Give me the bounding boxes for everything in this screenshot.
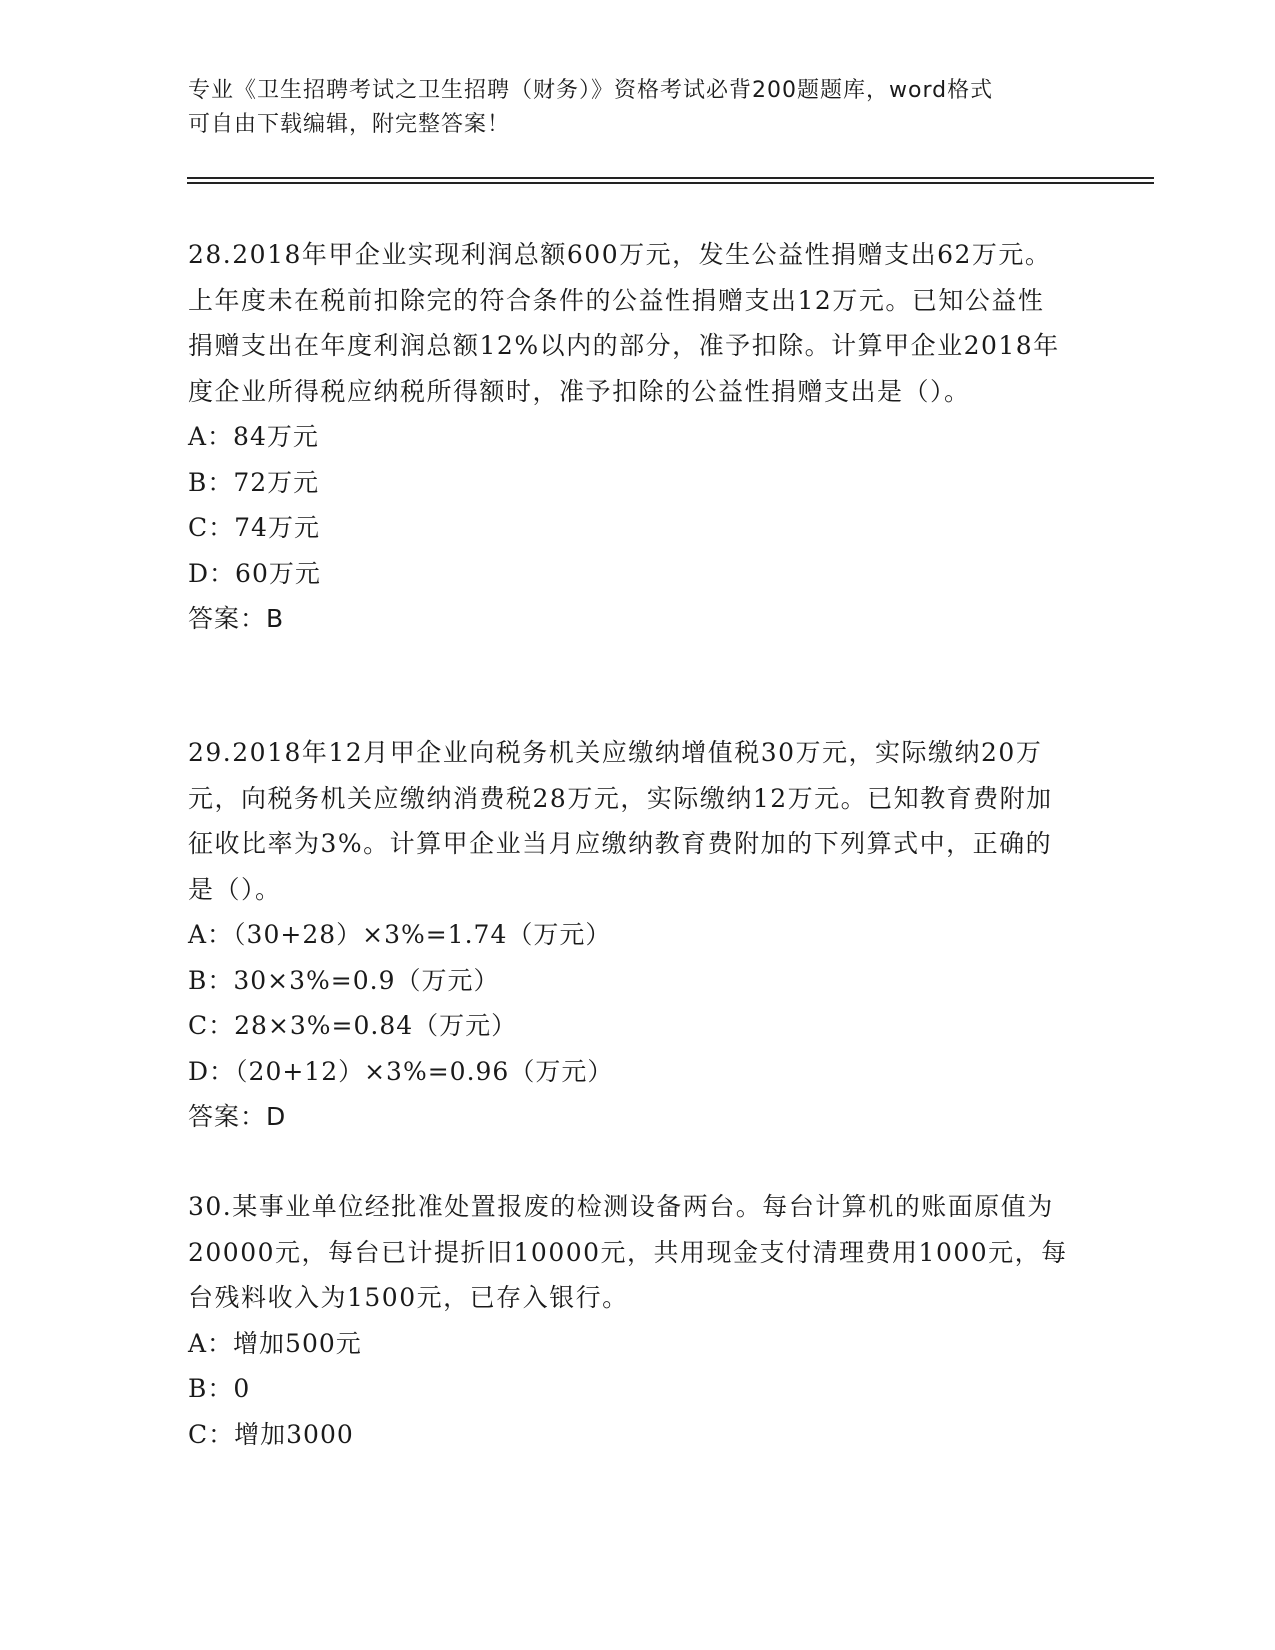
header-divider-top xyxy=(187,177,1154,179)
question-stem: 30.某事业单位经批准处置报废的检测设备两台。每台计算机的账面原值为20000元，每台已计提折旧10000元，共用现金支付清理费用1000元，每台残料收入为1500元，已存入银行。 xyxy=(188,1192,1068,1312)
answer: 答案：B xyxy=(188,604,285,633)
question-29 xyxy=(188,730,1068,1139)
answer: 答案：D xyxy=(188,1102,287,1131)
option-b: B：0 xyxy=(188,1374,251,1403)
header-title-line-1: 专业《卫生招聘考试之卫生招聘（财务）》资格考试必背200题题库，word格式 xyxy=(188,78,994,103)
option-c: C：28×3%=0.84（万元） xyxy=(188,1011,518,1040)
header-divider-bottom xyxy=(187,182,1154,184)
question-30 xyxy=(188,1184,1068,1457)
option-a: A：84万元 xyxy=(188,422,319,451)
question-stem: 29.2018年12月甲企业向税务机关应缴纳增值税30万元，实际缴纳20万元，向税务机关应缴纳消费税28万元，实际缴纳12万元。已知教育费附加征收比率为3%。计算甲企业当月应缴纳教育费附加的下列算式中，正确的是（）。 xyxy=(188,738,1053,904)
option-a: A：增加500元 xyxy=(188,1328,362,1358)
option-d: D：60万元 xyxy=(188,558,321,588)
document-header xyxy=(188,74,1068,142)
question-28 xyxy=(188,232,1068,641)
option-c: C：74万元 xyxy=(188,513,320,542)
option-d: D：（20+12）×3%=0.96（万元） xyxy=(188,1056,614,1086)
option-b: B：72万元 xyxy=(188,467,320,497)
option-b: B：30×3%=0.9（万元） xyxy=(188,965,500,995)
option-a: A：（30+28）×3%=1.74（万元） xyxy=(188,920,612,949)
option-c: C：增加3000 xyxy=(188,1419,354,1449)
header-title-line-2: 可自由下载编辑，附完整答案！ xyxy=(188,112,511,137)
question-stem: 28.2018年甲企业实现利润总额600万元，发生公益性捐赠支出62万元。上年度未在税前扣除完的符合条件的公益性捐赠支出12万元。已知公益性捐赠支出在年度利润总额12%以内的部分，准予扣除。计算甲企业2018年度企业所得税应纳税所得额时，准予扣除的公益性捐赠支出是（）。 xyxy=(188,240,1060,406)
